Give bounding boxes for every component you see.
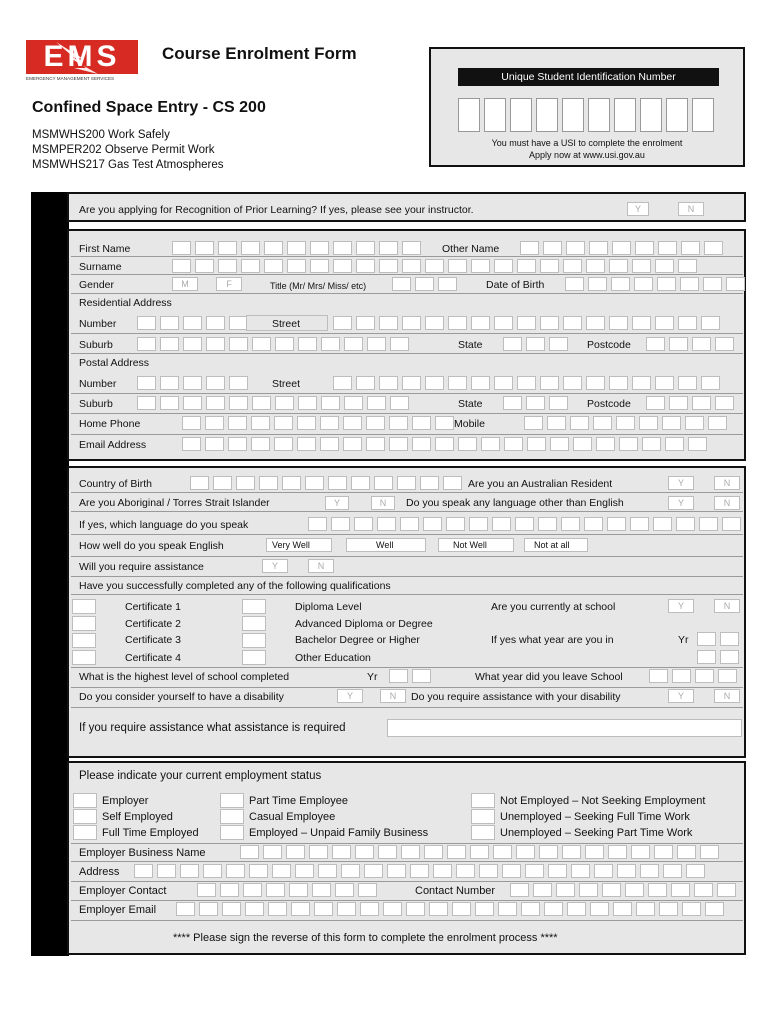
cert-1-label: Certificate 1 [125,601,182,613]
ems-logo [26,38,138,84]
unpaid-family-label: Employed – Unpaid Family Business [249,827,429,839]
usi-input-cells[interactable] [458,98,714,132]
mobile-input[interactable] [524,416,727,430]
adv-diploma-label: Advanced Diploma or Degree [295,618,433,630]
full-time-label: Full Time Employed [102,827,199,839]
emp-contact-input[interactable] [197,883,377,897]
not-employed-label: Not Employed – Not Seeking Employment [500,795,706,807]
cert-4-checkbox[interactable] [72,650,96,665]
other-name-input[interactable] [520,241,723,255]
post-suburb-label: Suburb [79,398,113,410]
disability-assist-no[interactable]: N [714,689,740,703]
contact-number-label: Contact Number [415,885,496,897]
first-name-label: First Name [79,243,131,255]
res-street-label: Street [272,318,301,330]
disability-label: Do you consider yourself to have a disability [79,691,284,703]
cert-3-checkbox[interactable] [72,633,96,648]
post-street-label: Street [272,378,301,390]
unpaid-family-checkbox[interactable] [220,825,244,840]
res-state-input[interactable] [503,337,568,351]
first-name-input[interactable] [172,241,421,255]
casual-label: Casual Employee [249,811,336,823]
rpl-yes-box[interactable]: Y [627,202,649,216]
residential-label: Residential Address [79,297,172,309]
usi-note-1: You must have a USI to complete the enrolment [491,138,683,148]
unemployed-full-checkbox[interactable] [471,809,495,824]
country-label: Country of Birth [79,478,152,490]
emp-email-label: Employer Email [79,904,157,916]
res-suburb-label: Suburb [79,339,113,351]
adv-diploma-checkbox[interactable] [242,616,266,631]
res-suburb-input[interactable] [137,337,409,351]
home-phone-input[interactable] [182,416,454,430]
diploma-label: Diploma Level [295,601,362,613]
other-language-label: Do you speak any language other than English [406,497,624,509]
cert-1-checkbox[interactable] [72,599,96,614]
highest-level-yr: Yr [367,671,378,683]
post-street-input[interactable] [333,376,720,390]
course-title: Confined Space Entry - CS 200 [32,99,266,116]
res-number-label: Number [79,318,117,330]
aus-resident-no[interactable]: N [714,476,740,490]
res-postcode-input[interactable] [646,337,734,351]
what-assistance-input[interactable] [387,719,742,737]
logo-text: EMS [43,40,121,73]
assistance-no[interactable]: N [308,559,334,573]
school-year-label: If yes what year are you in [491,634,614,646]
which-language-input[interactable] [308,517,741,531]
highest-level-input[interactable] [389,669,431,683]
part-time-label: Part Time Employee [249,795,349,807]
self-employed-checkbox[interactable] [73,809,97,824]
not-employed-checkbox[interactable] [471,793,495,808]
what-assistance-label: If you require assistance what assistance is required [79,722,346,734]
left-margin-bar [31,192,69,956]
english-not-well-label: Not Well [453,540,487,550]
post-number-input[interactable] [137,376,248,390]
business-name-label: Employer Business Name [79,847,206,859]
unit-2: MSMPER202 Observe Permit Work [32,144,215,156]
rpl-question: Are you applying for Recognition of Prior Learning? If yes, please see your instructor. [79,204,474,216]
assistance-label: Will you require assistance [79,561,204,573]
res-state-label: State [458,339,483,351]
highest-level-label: What is the highest level of school completed [79,671,290,683]
business-name-input[interactable] [240,845,719,859]
at-school-label: Are you currently at school [491,601,616,613]
leave-school-label: What year did you leave School [475,671,623,683]
post-state-label: State [458,398,483,410]
unit-3: MSMWHS217 Gas Test Atmospheres [32,159,224,171]
surname-input[interactable] [172,259,697,273]
other-language-no[interactable]: N [714,496,740,510]
diploma-checkbox[interactable] [242,599,266,614]
other-language-yes[interactable]: Y [668,496,694,510]
postal-label: Postal Address [79,357,150,369]
emp-address-label: Address [79,866,120,878]
at-school-no[interactable]: N [714,599,740,613]
emp-email-input[interactable] [176,902,724,916]
leave-school-input[interactable] [649,669,737,683]
home-phone-label: Home Phone [79,418,141,430]
assistance-yes[interactable]: Y [262,559,288,573]
unemployed-part-checkbox[interactable] [471,825,495,840]
post-number-label: Number [79,378,117,390]
bachelor-checkbox[interactable] [242,633,266,648]
usi-note-2: Apply now at www.usi.gov.au [529,150,645,160]
gender-female-box[interactable]: F [216,277,242,291]
email-input[interactable] [182,437,707,451]
casual-checkbox[interactable] [220,809,244,824]
post-suburb-input[interactable] [137,396,409,410]
part-time-checkbox[interactable] [220,793,244,808]
emp-contact-label: Employer Contact [79,885,167,897]
disability-no[interactable]: N [380,689,406,703]
logo-subtext: EMERGENCY MANAGEMENT SERVICES [26,76,115,81]
contact-number-input[interactable] [510,883,736,897]
dob-input[interactable] [565,277,745,291]
cert-2-checkbox[interactable] [72,616,96,631]
cert-3-label: Certificate 3 [125,634,182,646]
disability-assist-label: Do you require assistance with your disability [411,691,621,703]
cert-2-label: Certificate 2 [125,618,182,630]
bachelor-label: Bachelor Degree or Higher [295,634,420,646]
which-language-label: If yes, which language do you speak [79,519,249,531]
country-input[interactable] [190,476,462,490]
aus-resident-yes[interactable]: Y [668,476,694,490]
title-input[interactable] [392,277,457,291]
other-education-checkbox[interactable] [242,650,266,665]
dob-label: Date of Birth [486,279,545,291]
english-well-label: Well [376,540,394,550]
disability-yes[interactable]: Y [337,689,363,703]
sign-reverse-note: **** Please sign the reverse of this form to complete the enrolment process **** [173,932,558,944]
res-street-input[interactable] [333,316,720,330]
unemployed-full-label: Unemployed – Seeking Full Time Work [500,811,690,823]
full-time-checkbox[interactable] [73,825,97,840]
english-very-well-label: Very Well [272,540,310,550]
unit-1: MSMWHS200 Work Safely [32,129,170,141]
res-postcode-label: Postcode [587,339,631,351]
english-not-at-all-label: Not at all [534,540,570,550]
disability-assist-yes[interactable]: Y [668,689,694,703]
res-number-input[interactable] [137,316,248,330]
school-year-yr: Yr [678,634,689,646]
post-postcode-label: Postcode [587,398,631,410]
email-label: Email Address [79,439,147,451]
other-education-label: Other Education [295,652,371,664]
usi-panel [429,47,745,167]
aboriginal-yes[interactable]: Y [325,496,349,510]
post-postcode-input[interactable] [646,396,734,410]
mobile-label: Mobile [454,418,485,430]
school-year-input[interactable] [697,632,739,646]
at-school-yes[interactable]: Y [668,599,694,613]
gender-male-box[interactable]: M [172,277,198,291]
aus-resident-label: Are you an Australian Resident [468,478,613,490]
employer-label: Employer [102,795,149,807]
self-employed-label: Self Employed [102,811,173,823]
post-state-input[interactable] [503,396,568,410]
employment-title: Please indicate your current employment status [79,770,322,782]
cert-4-label: Certificate 4 [125,652,182,664]
aboriginal-label: Are you Aboriginal / Torres Strait Islander [79,497,270,509]
gender-label: Gender [79,279,115,291]
usi-title: Unique Student Identification Number [458,68,719,86]
rpl-no-box[interactable]: N [678,202,704,216]
school-year-extra[interactable] [697,650,739,664]
other-name-label: Other Name [442,243,500,255]
emp-address-input[interactable] [134,864,705,878]
employer-checkbox[interactable] [73,793,97,808]
quals-question: Have you successfully completed any of the following qualifications [79,580,391,592]
aboriginal-no[interactable]: N [371,496,395,510]
surname-label: Surname [79,261,122,273]
unemployed-part-label: Unemployed – Seeking Part Time Work [500,827,693,839]
title-label: Title (Mr/ Mrs/ Miss/ etc) [270,281,367,291]
form-title: Course Enrolment Form [162,44,357,63]
how-well-label: How well do you speak English [79,540,224,552]
